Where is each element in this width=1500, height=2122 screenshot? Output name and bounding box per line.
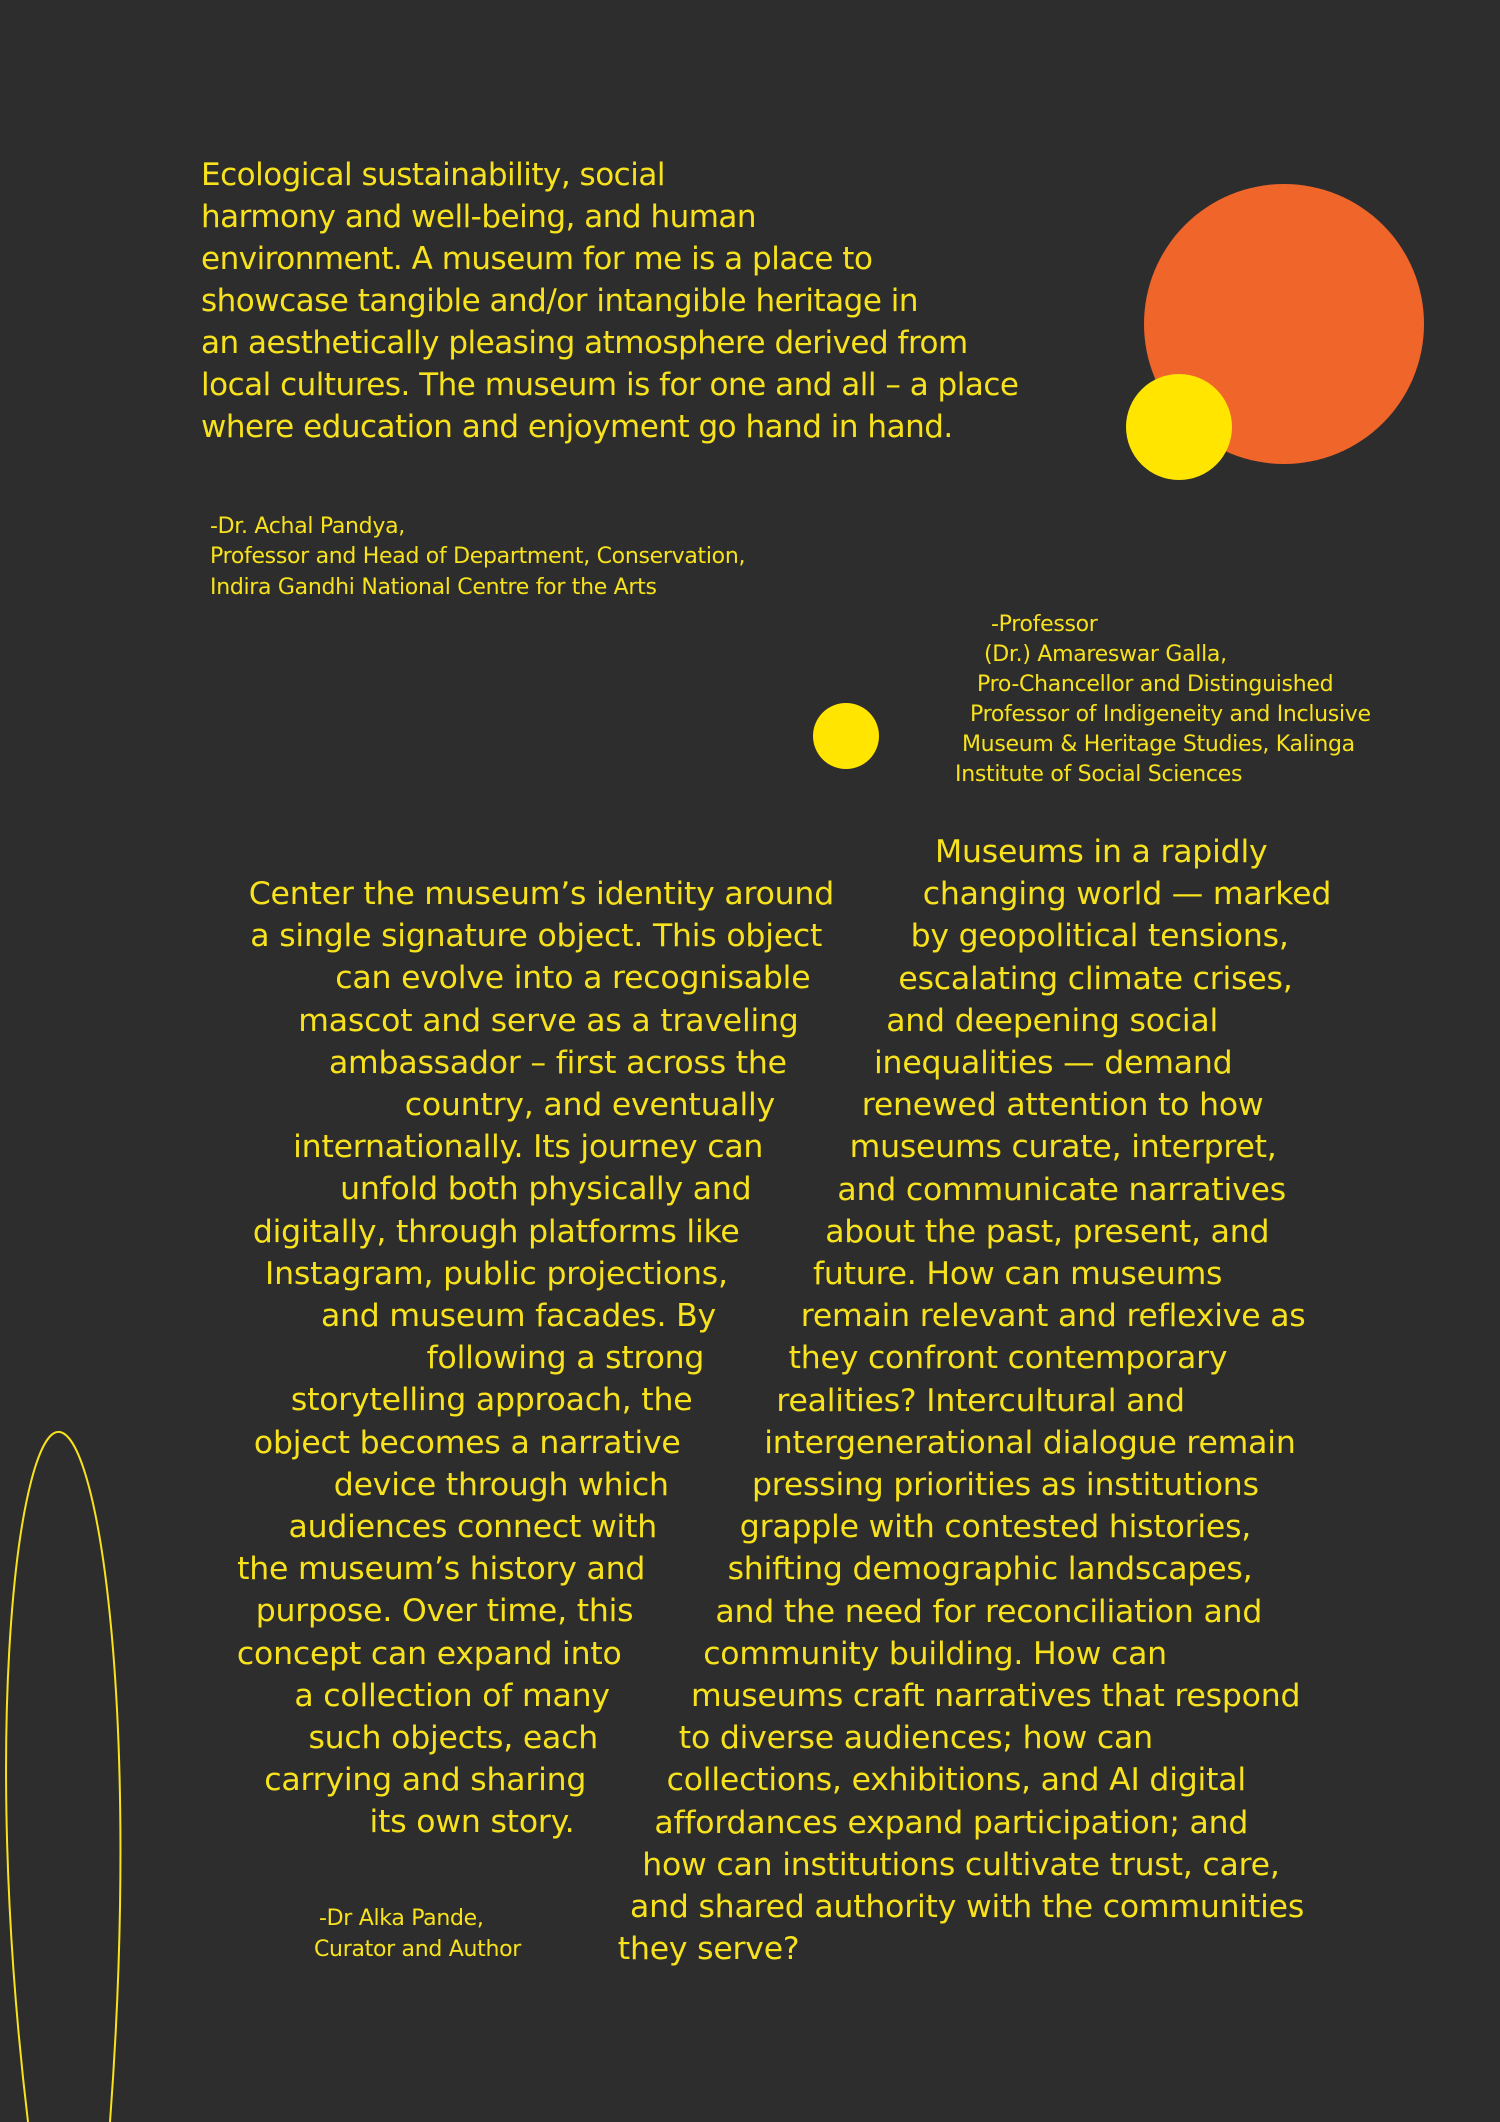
quote-line: its own story. [369,1804,575,1841]
quote-line: and shared authority with the communities [630,1889,1305,1925]
attribution-line: Professor of Indigeneity and Inclusive [970,702,1371,727]
yellow-circle-large [1126,374,1232,480]
quote-line: changing world — marked [922,876,1332,913]
quote-line: by geopolitical tensions, [910,918,1289,955]
quote-line: and communicate narratives [837,1171,1286,1208]
quote-line: escalating climate crises, [898,960,1293,997]
quote-line: device through which [333,1466,669,1503]
quote-line: renewed attention to how [861,1087,1264,1124]
quote-line: about the past, present, and [825,1213,1270,1250]
quote-line: digitally, through platforms like [252,1213,740,1250]
quote-line: carrying and sharing [264,1762,587,1799]
quote-line: Ecological sustainability, social [201,157,665,193]
quote-line: museums craft narratives that respond [691,1678,1301,1714]
attribution-line: Pro-Chancellor and Distinguished [977,672,1334,697]
quote-line: showcase tangible and/or intangible heritage in [201,283,919,319]
quote-line: affordances expand participation; and [654,1804,1249,1841]
quote-line: where education and enjoyment go hand in hand. [201,409,953,445]
attribution-line: -Dr. Achal Pandya, [210,514,405,539]
quote-line: unfold both physically and [340,1171,752,1208]
quote-line: a single signature object. This object [250,918,823,955]
quote-line: a collection of many [294,1677,610,1714]
quote-line: museums curate, interpret, [849,1129,1277,1166]
quote-line: following a strong [426,1340,705,1377]
quote-line: harmony and well-being, and human [201,199,757,235]
quote-line: the museum’s history and [237,1551,646,1588]
quote-line: audiences connect with [288,1509,657,1545]
quote-line: Center the museum’s identity around [248,876,834,912]
quote-line: ambassador – first across the [328,1044,787,1081]
quote-line: remain relevant and reflexive as [800,1298,1306,1335]
attribution-line: -Professor [991,612,1098,637]
yellow-circle-small [813,703,879,769]
quote-line: grapple with contested histories, [739,1509,1252,1546]
quote-line: they confront contemporary [788,1340,1228,1377]
quote-line: community building. How can [703,1635,1167,1672]
quote-line: intergenerational dialogue remain [764,1424,1296,1461]
quote-line: can evolve into a recognisable [335,960,811,997]
quote-line: purpose. Over time, this [255,1593,634,1630]
quote-line: concept can expand into [236,1635,622,1672]
attribution-line: Museum & Heritage Studies, Kalinga [962,732,1355,757]
quote-line: an aesthetically pleasing atmosphere derived from [201,325,968,361]
quote-line: object becomes a narrative [253,1424,681,1461]
attribution-line: Institute of Social Sciences [955,762,1243,787]
quote-line: local cultures. The museum is for one and all – a place [201,367,1019,403]
quote-line: shifting demographic landscapes, [727,1551,1253,1588]
quote-line: and the need for reconciliation and [715,1593,1263,1630]
quote-line: pressing priorities as institutions [752,1467,1259,1503]
decorative-arc [0,1420,140,2122]
quote-line: collections, exhibitions, and AI digital [666,1762,1246,1799]
quote-line: to diverse audiences; how can [678,1720,1153,1757]
quote-line: and deepening social [886,1002,1219,1039]
attribution-line: Curator and Author [314,1937,522,1962]
attribution-line: -Dr Alka Pande, [319,1906,484,1931]
attribution-line: (Dr.) Amareswar Galla, [984,642,1227,667]
quote-line: environment. A museum for me is a place to [201,241,873,277]
quote-line: future. How can museums [813,1256,1223,1292]
quote-line: inequalities — demand [874,1045,1233,1081]
quote-line: realities? Intercultural and [776,1382,1185,1419]
quote-line: mascot and serve as a traveling [298,1002,799,1039]
quote-line: storytelling approach, the [290,1382,693,1419]
quote-line: internationally. Its journey can [293,1129,764,1166]
quote-line: such objects, each [308,1720,598,1756]
quote-line: they serve? [617,1931,800,1968]
attribution-line: Indira Gandhi National Centre for the Arts [210,575,657,600]
quote-line: Museums in a rapidly [935,834,1268,870]
attribution-line: Professor and Head of Department, Conservation, [210,544,746,569]
quote-line: country, and eventually [404,1087,775,1123]
quote-line: how can institutions cultivate trust, care, [642,1846,1280,1883]
quote-line: Instagram, public projections, [265,1255,728,1292]
quote-line: and museum facades. By [320,1298,716,1334]
